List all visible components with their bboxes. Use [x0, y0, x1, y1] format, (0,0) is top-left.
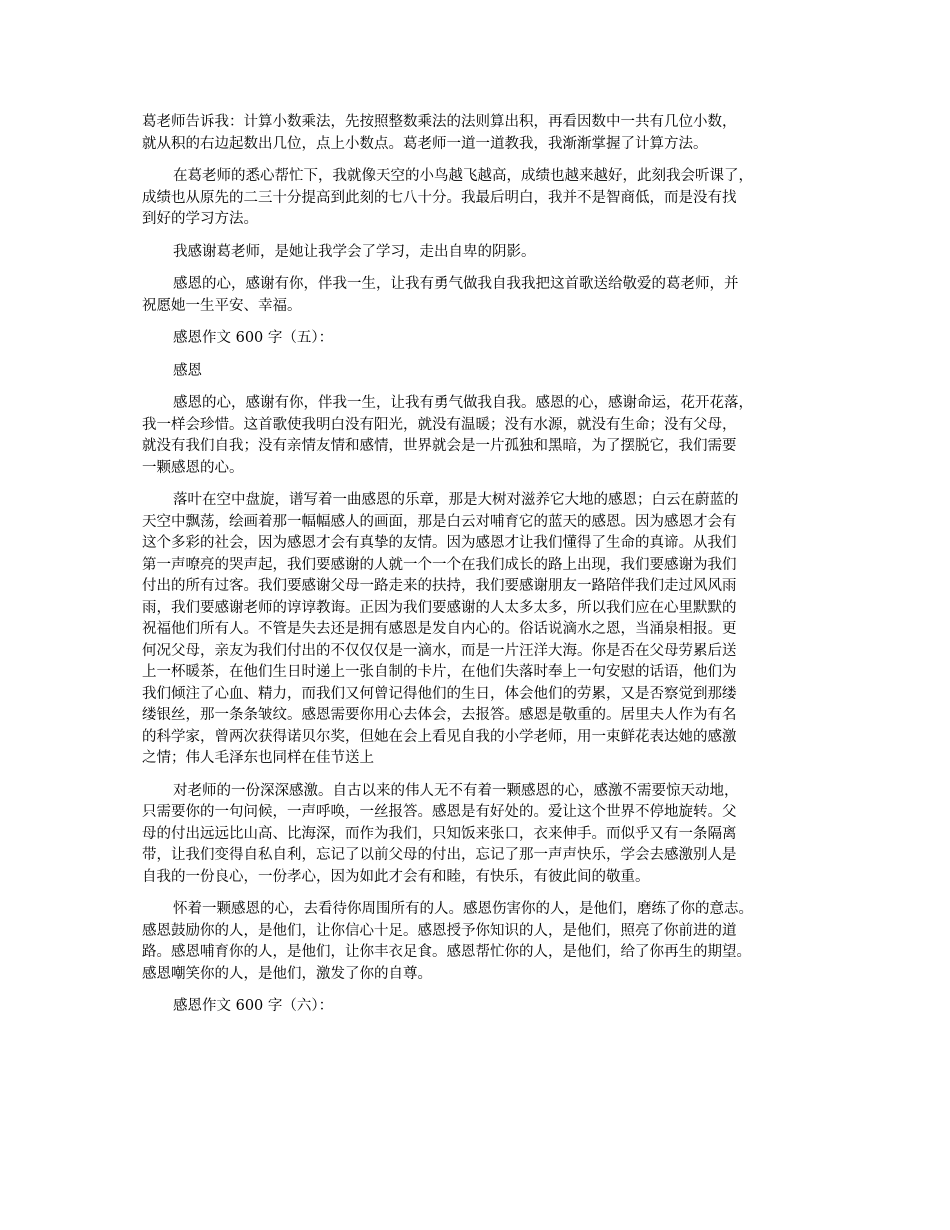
text-line: 祝福他们所有人。不管是失去还是拥有感恩是发自内心的。俗话说滴水之恩，当涌泉相报。更 — [142, 621, 737, 637]
text-line: 就没有我们自我；没有亲情友情和感情，世界就会是一片孤独和黑暗，为了摆脱它，我们需要 — [142, 438, 737, 454]
text-line: 葛老师告诉我：计算小数乘法，先按照整数乘法的法则算出积，再看因数中一共有几位小数， — [142, 114, 737, 130]
text-line: 我们倾注了心血、精力，而我们又何曾记得他们的生日，体会他们的劳累，又是否察觉到那缕 — [142, 685, 737, 702]
text-line: 在葛老师的悉心帮忙下，我就像天空的小鸟越飞越高，成绩也越来越好，此刻我会听课了， — [173, 168, 753, 184]
text-line: 何况父母，亲友为我们付出的不仅仅仅是一滴水，而是一片汪洋大海。你是否在父母劳累后送 — [142, 642, 737, 659]
text-line: 感恩鼓励你的人，是他们，让你信心十足。感恩授予你知识的人，是他们，照亮了你前进的道 — [142, 922, 737, 939]
paragraph — [142, 899, 824, 985]
text-line: 对老师的一份深深感激。自古以来的伟人无不有着一颗感恩的心，感激不需要惊天动地， — [173, 782, 739, 799]
text-line: 只需要你的一句问候，一声呼唤，一丝报答。感恩是有好处的。爱让这个世界不停地旋转。父 — [142, 804, 737, 820]
text-line: 祝愿她一生平安、幸福。 — [142, 297, 302, 314]
text-line: 到好的学习方法。 — [142, 211, 258, 227]
text-line: 天空中飘荡，绘画着那一幅幅感人的画面，那是白云对哺育它的蓝天的感恩。因为感恩才会有 — [142, 513, 737, 530]
text-line: 这个多彩的社会，因为感恩才会有真挚的友情。因为感恩才让我们懂得了生命的真谛。从我们 — [142, 535, 737, 551]
section-heading — [142, 996, 824, 1018]
paragraph — [142, 781, 824, 889]
text-line: 落叶在空中盘旋，谱写着一曲感恩的乐章，那是大树对滋养它大地的感恩；白云在蔚蓝的 — [173, 492, 739, 508]
text-line: 感恩的心，感谢有你，伴我一生，让我有勇气做我自我。感恩的心，感谢命运，花开花落， — [173, 395, 753, 411]
text-line: 带，让我们变得自私自利，忘记了以前父母的付出，忘记了那一声声快乐，学会去感激别人是 — [142, 847, 737, 863]
paragraph — [142, 393, 824, 479]
text-line: 母的付出远远比山高、比海深，而作为我们，只知饭来张口，衣来伸手。而似乎又有一条隔离 — [142, 825, 737, 842]
paragraph — [142, 112, 824, 155]
text-line: 之情；伟人毛泽东也同样在佳节送上 — [142, 750, 374, 766]
text-line: 就从积的右边起数出几位，点上小数点。葛老师一道一道教我，我渐渐掌握了计算方法。 — [142, 135, 708, 152]
title-text: 感恩 — [173, 362, 202, 379]
text-line: 感恩嘲笑你的人，是他们，激发了你的自尊。 — [142, 965, 432, 982]
essay-title — [142, 361, 824, 383]
text-line: 路。感恩哺育你的人，是他们，让你丰衣足食。感恩帮忙你的人，是他们，给了你再生的期望。 — [142, 944, 751, 960]
paragraph — [142, 166, 824, 231]
document-body — [142, 112, 824, 1029]
text-line: 缕银丝，那一条条皱纹。感恩需要你用心去体会，去报答。感恩是敬重的。居里夫人作为有名 — [142, 707, 737, 723]
text-line: 自我的一份良心，一份孝心，因为如此才会有和睦，有快乐，有彼此间的敬重。 — [142, 868, 650, 885]
text-line: 上一杯暖茶，在他们生日时递上一张自制的卡片，在他们失落时奉上一句安慰的话语，他们为 — [142, 664, 737, 680]
heading-text: 感恩作文 600 字（六）： — [173, 998, 334, 1014]
paragraph — [142, 490, 824, 770]
text-line: 怀着一颗感恩的心，去看待你周围所有的人。感恩伤害你的人，是他们，磨练了你的意志。 — [173, 901, 753, 917]
text-line: 一颗感恩的心。 — [142, 459, 244, 476]
text-line: 的科学家，曾两次获得诺贝尔奖，但她在会上看见自我的小学老师，用一束鲜花表达她的感激 — [142, 728, 737, 745]
paragraph — [142, 274, 824, 317]
text-line: 雨，我们要感谢老师的谆谆教诲。正因为我们要感谢的人太多太多，所以我们应在心里默默的 — [142, 599, 737, 616]
text-line: 我一样会珍惜。这首歌使我明白没有阳光，就没有温暖；没有水源，就没有生命；没有父母， — [142, 416, 737, 433]
text-line: 付出的所有过客。我们要感谢父母一路走来的扶持，我们要感谢朋友一路陪伴我们走过风风雨 — [142, 578, 737, 594]
heading-text: 感恩作文 600 字（五）： — [173, 330, 334, 346]
text-line: 成绩也从原先的二三十分提高到此刻的七八十分。我最后明白，我并不是智商低，而是没有找 — [142, 189, 737, 206]
paragraph — [142, 242, 824, 264]
text-line: 感恩的心，感谢有你，伴我一生，让我有勇气做我自我我把这首歌送给敬爱的葛老师，并 — [173, 276, 739, 292]
text-line: 我感谢葛老师，是她让我学会了学习，走出自卑的阴影。 — [173, 243, 536, 260]
section-heading — [142, 328, 824, 350]
text-line: 第一声嘹亮的哭声起，我们要感谢的人就一个一个在我们成长的路上出现，我们要感谢为我们 — [142, 556, 737, 573]
